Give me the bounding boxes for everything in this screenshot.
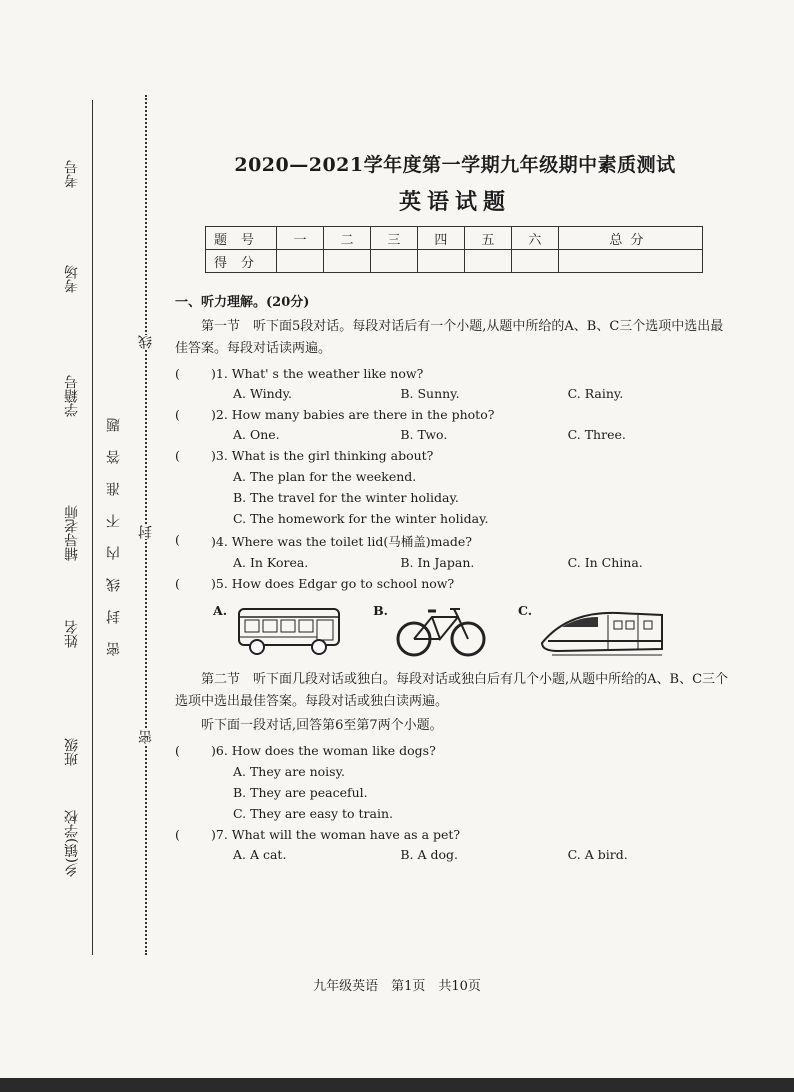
answer-blank[interactable]: ( — [175, 448, 180, 463]
option-c: C. They are easy to train. — [233, 806, 393, 821]
option-b-picture — [373, 603, 488, 659]
options-7 — [175, 847, 735, 862]
answer-blank[interactable]: ( — [175, 827, 180, 842]
score-header-cell: 五 — [464, 227, 511, 250]
question-stem: )7. What will the woman have as a pet? — [211, 827, 461, 842]
high-speed-train-icon — [538, 603, 668, 659]
seal-mark-secret: 密 — [138, 730, 154, 744]
class-label: 班级 — [64, 738, 80, 766]
bicycle-icon — [394, 603, 488, 659]
option-b: B. A dog. — [400, 847, 458, 862]
option-c-picture — [518, 603, 668, 659]
question-stem: )5. How does Edgar go to school now? — [211, 576, 455, 591]
option-a-picture — [213, 603, 343, 659]
option-a-letter: A. — [213, 603, 228, 618]
question-stem: )1. What' s the weather like now? — [211, 366, 424, 381]
binding-margin — [0, 0, 160, 1060]
option-c: C. The homework for the winter holiday. — [233, 511, 489, 526]
option-c: C. Three. — [567, 427, 626, 442]
score-table-header-row — [206, 227, 703, 250]
option-b: B. Sunny. — [400, 386, 460, 401]
student-id-label: 学籍号 — [64, 375, 80, 417]
question-5 — [175, 576, 735, 591]
question-2 — [175, 407, 735, 422]
option-c: C. A bird. — [567, 847, 628, 862]
options-5-pictures — [175, 599, 735, 663]
score-cell[interactable] — [370, 250, 417, 273]
score-cell[interactable] — [323, 250, 370, 273]
answer-blank[interactable]: ( — [175, 532, 180, 547]
exam-room-label: 考场 — [64, 265, 80, 293]
question-3 — [175, 448, 735, 463]
score-row-label: 得分 — [206, 250, 277, 273]
option-a: A. A cat. — [233, 847, 287, 862]
binding-solid-line — [92, 100, 93, 955]
part1-heading: 一、听力理解。(20分) — [175, 295, 310, 310]
score-header-cell: 题号 — [206, 227, 277, 250]
seal-mark-seal: 封 — [138, 525, 154, 539]
question-4 — [175, 532, 735, 550]
option-b: B. The travel for the winter holiday. — [233, 490, 459, 505]
option-a: A. They are noisy. — [233, 764, 345, 779]
score-header-cell: 总分 — [558, 227, 702, 250]
option-b: B. Two. — [400, 427, 448, 442]
question-stem: )6. How does the woman like dogs? — [211, 743, 436, 758]
score-cell[interactable] — [511, 250, 558, 273]
seal-mark-line: 线 — [138, 335, 154, 349]
options-2 — [175, 427, 735, 442]
bus-icon — [233, 603, 343, 659]
question-stem: )3. What is the girl thinking about? — [211, 448, 434, 463]
page-footer: 九年级英语 第1页 共10页 — [313, 979, 481, 994]
option-c: C. Rainy. — [567, 386, 624, 401]
answer-blank[interactable]: ( — [175, 743, 180, 758]
score-cell[interactable] — [277, 250, 324, 273]
option-a: A. In Korea. — [233, 555, 309, 570]
answer-blank[interactable]: ( — [175, 366, 180, 381]
section1-intro: 第一节 听下面5段对话。每段对话后有一个小题,从题中所给的A、B、C三个选项中选出最佳答案。每段对话读两遍。 — [175, 319, 724, 356]
option-b: B. They are peaceful. — [233, 785, 368, 800]
score-header-cell: 三 — [370, 227, 417, 250]
school-label: 乡(镇)学校 — [64, 810, 80, 877]
question-6 — [175, 743, 735, 758]
exam-number-label: 考号 — [64, 160, 80, 188]
section2-intro: 第二节 听下面几段对话或独白。每段对话或独白后有几个小题,从题中所给的A、B、C三个选项中选出最佳答案。每段对话或独白读两遍。 — [175, 672, 729, 709]
option-b-letter: B. — [373, 603, 388, 618]
question-7 — [175, 827, 735, 842]
score-cell[interactable] — [417, 250, 464, 273]
option-c: C. In China. — [567, 555, 643, 570]
score-header-cell: 六 — [511, 227, 558, 250]
option-a: A. Windy. — [233, 386, 293, 401]
score-cell[interactable] — [558, 250, 702, 273]
question-stem: )2. How many babies are there in the photo? — [211, 407, 495, 422]
answer-blank[interactable]: ( — [175, 407, 180, 422]
name-label: 姓名 — [64, 620, 80, 648]
answer-blank[interactable]: ( — [175, 576, 180, 591]
exam-title: 2020—2021学年度第一学期九年级期中素质测试 — [234, 154, 676, 176]
score-header-cell: 二 — [323, 227, 370, 250]
question-1 — [175, 366, 735, 381]
option-a: A. The plan for the weekend. — [233, 469, 417, 484]
score-header-cell: 四 — [417, 227, 464, 250]
seal-warning: 密封线内不准答题 — [106, 400, 122, 656]
scan-edge — [0, 1078, 794, 1092]
score-header-cell: 一 — [277, 227, 324, 250]
exam-subtitle: 英语试题 — [398, 190, 511, 215]
options-4 — [175, 555, 735, 570]
exam-content — [175, 150, 735, 862]
section2-sub-instruction: 听下面一段对话,回答第6至第7两个小题。 — [201, 718, 443, 733]
options-1 — [175, 386, 735, 401]
score-table — [205, 226, 703, 273]
option-b: B. In Japan. — [400, 555, 475, 570]
score-table-score-row — [206, 250, 703, 273]
score-cell[interactable] — [464, 250, 511, 273]
option-a: A. One. — [233, 427, 280, 442]
tutor-label: 辅导老师 — [64, 505, 80, 561]
question-stem: )4. Where was the toilet lid(马桶盖)made? — [211, 534, 472, 549]
option-c-letter: C. — [517, 603, 533, 618]
